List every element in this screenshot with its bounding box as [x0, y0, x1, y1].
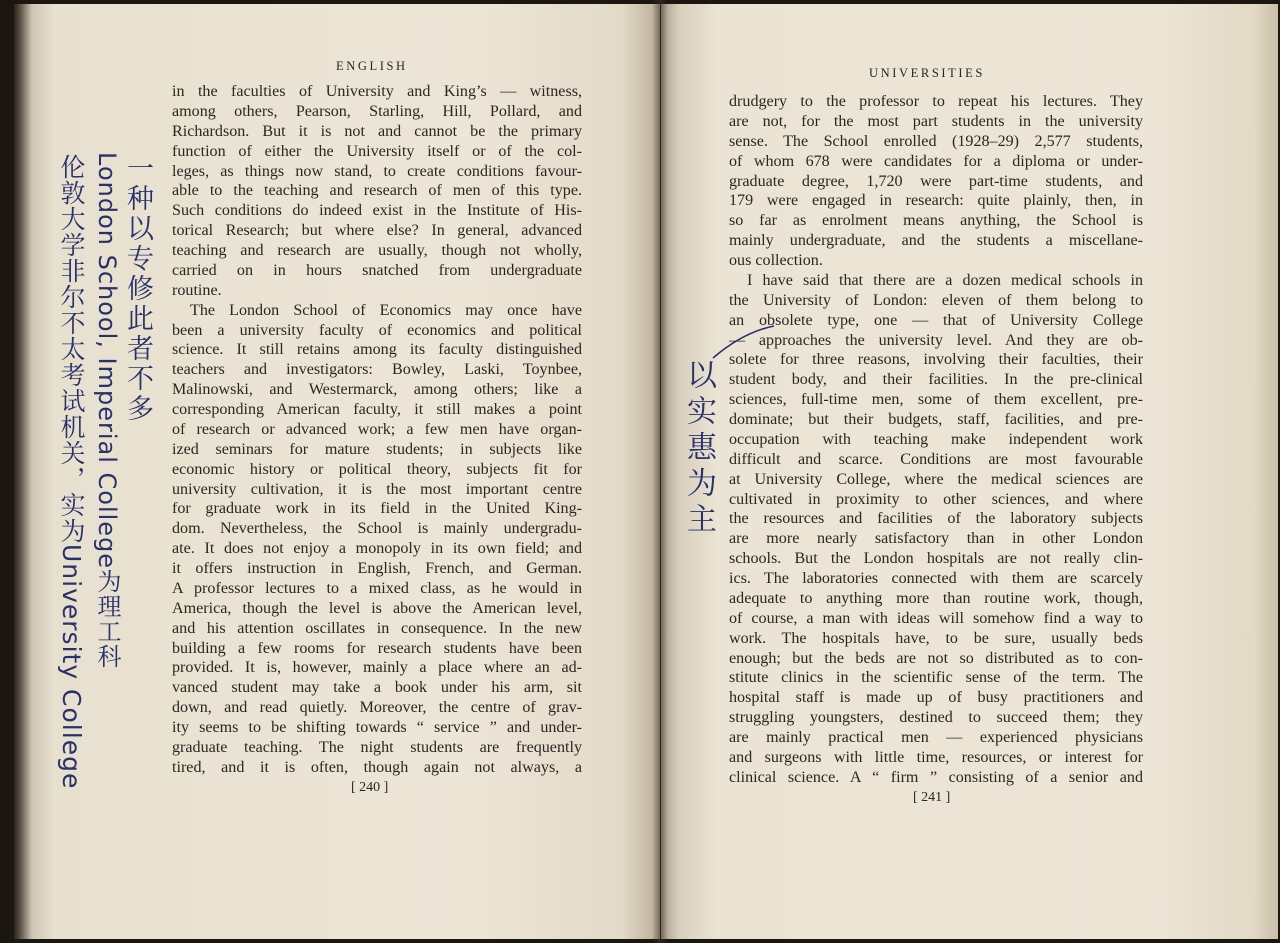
text-line: teaching and research are usually, though not wholly,	[172, 242, 582, 259]
text-line: of whom 678 were candidates for a diploma or under-	[729, 152, 1143, 170]
text-line: solete for three reasons, involving their faculties, their	[729, 351, 1143, 369]
text-line: and his attention oscillates in consequence. In the new	[172, 619, 582, 637]
text-line: university cultivation, it is the most important centre	[172, 480, 582, 498]
handwritten-note-col1: 一种以专修此者不多	[122, 154, 153, 424]
text-line: are more nearly satisfactory than in other London	[729, 530, 1143, 548]
text-line: work. The hospitals have, to be sure, usually beds	[729, 629, 1143, 647]
text-line: down, and read quietly. Moreover, the centre of grav-	[172, 699, 582, 717]
text-line: The London School of Economics may once have	[190, 301, 582, 319]
text-line: — approaches the university level. And they are ob-	[729, 331, 1143, 349]
text-line: sciences, full-time men, some of them excellent, pre-	[729, 391, 1143, 409]
text-line: in the faculties of University and King’s — witness,	[172, 83, 582, 100]
text-line: building a few rooms for research students have been	[172, 639, 582, 657]
handwritten-note-col3: 伦敦大学非尔不太考试机关，实为University College	[57, 154, 86, 790]
handwritten-note-col2: London School, Imperial College为理工科	[93, 152, 121, 670]
text-line: among others, Pearson, Starling, Hill, Pollard, and	[172, 102, 582, 120]
text-line: Malinowski, and Westermarck, among others; like a	[172, 381, 582, 399]
text-line: function of either the University itself or of the col-	[172, 142, 582, 160]
text-line: of research or advanced work; a few men have organ-	[172, 420, 582, 438]
text-line: A professor lectures to a mixed class, as he would in	[172, 579, 582, 597]
handwritten-note-margin: 以实惠为主	[681, 359, 716, 539]
text-line: America, though the level is above the American level,	[172, 599, 582, 617]
text-line: difficult and scarce. Conditions are most favourable	[729, 450, 1143, 468]
pen-mark-line	[709, 322, 779, 362]
text-line: and surgeons with little time, resources, or interest for	[729, 748, 1143, 766]
text-line: adequate to anything more than routine work, though,	[729, 589, 1143, 607]
text-line: dom. Nevertheless, the School is mainly undergradu-	[172, 520, 582, 538]
text-line: sense. The School enrolled (1928–29) 2,577 students,	[729, 132, 1143, 150]
text-line: drudgery to the professor to repeat his lectures. They	[729, 93, 1143, 110]
text-line: schools. But the London hospitals are not really clin-	[729, 550, 1143, 568]
text-line: cultivated in proximity to other sciences, and where	[729, 490, 1143, 508]
text-line: the resources and facilities of the laboratory subjects	[729, 510, 1143, 528]
left-page	[14, 4, 660, 939]
text-line: torical Research; but where else? In general, advanced	[172, 222, 582, 240]
book-gutter	[652, 0, 668, 943]
text-line: occupation with teaching make independent work	[729, 430, 1143, 448]
text-line: ized seminars for mature students; in subjects like	[172, 440, 582, 458]
text-line: tired, and it is often, though again not always, a	[172, 758, 582, 776]
text-line: leges, as things now stand, to create conditions favour-	[172, 162, 582, 180]
page-number-left: [ 240 ]	[351, 780, 389, 795]
text-line: the University of London: eleven of them belong to	[729, 291, 1143, 309]
text-line: I have said that there are a dozen medical schools in	[747, 271, 1143, 289]
text-line: ous collection.	[729, 252, 823, 269]
text-line: hospital staff is made up of busy practitioners and	[729, 689, 1143, 707]
text-line: it offers instruction in English, French, and German.	[172, 560, 582, 577]
text-line: teachers and investigators: Bowley, Laski, Toynbee,	[172, 361, 582, 379]
running-head-left: ENGLISH	[336, 59, 408, 73]
text-line: Richardson. But it is not and cannot be the primary	[172, 122, 582, 140]
text-line: dominate; but their budgets, staff, facilities, and pre-	[729, 411, 1143, 428]
text-line: enough; but the beds are not so distributed as to con-	[729, 649, 1143, 667]
text-line: clinical science. A “ firm ” consisting of a senior and	[729, 768, 1143, 786]
text-line: routine.	[172, 281, 222, 299]
text-line: mainly undergraduate, and the students a miscellane-	[729, 232, 1143, 250]
text-line: student body, and their facilities. In the pre-clinical	[729, 371, 1143, 389]
text-line: graduate teaching. The night students are frequently	[172, 738, 582, 756]
text-line: so far as enrolment means anything, the School is	[729, 212, 1143, 230]
text-line: ate. It does not enjoy a monopoly in its own field; and	[172, 540, 582, 558]
text-line: 179 were engaged in research: quite plainly, then, in	[729, 192, 1143, 210]
text-line: Such conditions do indeed exist in the Institute of His-	[172, 202, 582, 220]
text-line: of course, a man with ideas will somehow find a way to	[729, 609, 1143, 627]
text-line: are not, for the most part students in the university	[729, 112, 1143, 130]
text-line: stitute clinics in the scientific sense of the term. The	[729, 669, 1143, 687]
text-line: graduate degree, 1,720 were part-time students, and	[729, 172, 1143, 190]
text-line: ity seems to be shifting towards “ service ” and under-	[172, 719, 582, 736]
text-line: science. It still retains among its faculty distinguished	[172, 341, 582, 359]
text-line: for graduate work in its field in the United King-	[172, 500, 582, 518]
text-line: corresponding American faculty, it still makes a point	[172, 401, 582, 418]
text-line: carried on in hours snatched from undergraduate	[172, 261, 582, 279]
right-page	[661, 4, 1278, 939]
text-line: economic history or political theory, subjects fit for	[172, 460, 582, 478]
text-line: struggling youngsters, destined to succeed them; they	[729, 709, 1143, 727]
text-line: an obsolete type, one — that of University College	[729, 311, 1143, 329]
running-head-right: UNIVERSITIES	[869, 66, 985, 80]
text-line: are mainly practical men — experienced physicians	[729, 729, 1143, 746]
text-line: able to the teaching and research of men of this type.	[172, 182, 582, 200]
text-line: ics. The laboratories connected with them are scarcely	[729, 570, 1143, 587]
text-line: been a university faculty of economics and political	[172, 321, 582, 339]
left-body-text	[172, 82, 582, 778]
right-body-text	[729, 92, 1143, 788]
text-line: vanced student may take a book under his arm, sit	[172, 679, 582, 697]
text-line: at University College, where the medical sciences are	[729, 470, 1143, 488]
text-line: provided. It is, however, mainly a place where an ad-	[172, 659, 582, 677]
page-number-right: [ 241 ]	[913, 790, 951, 805]
